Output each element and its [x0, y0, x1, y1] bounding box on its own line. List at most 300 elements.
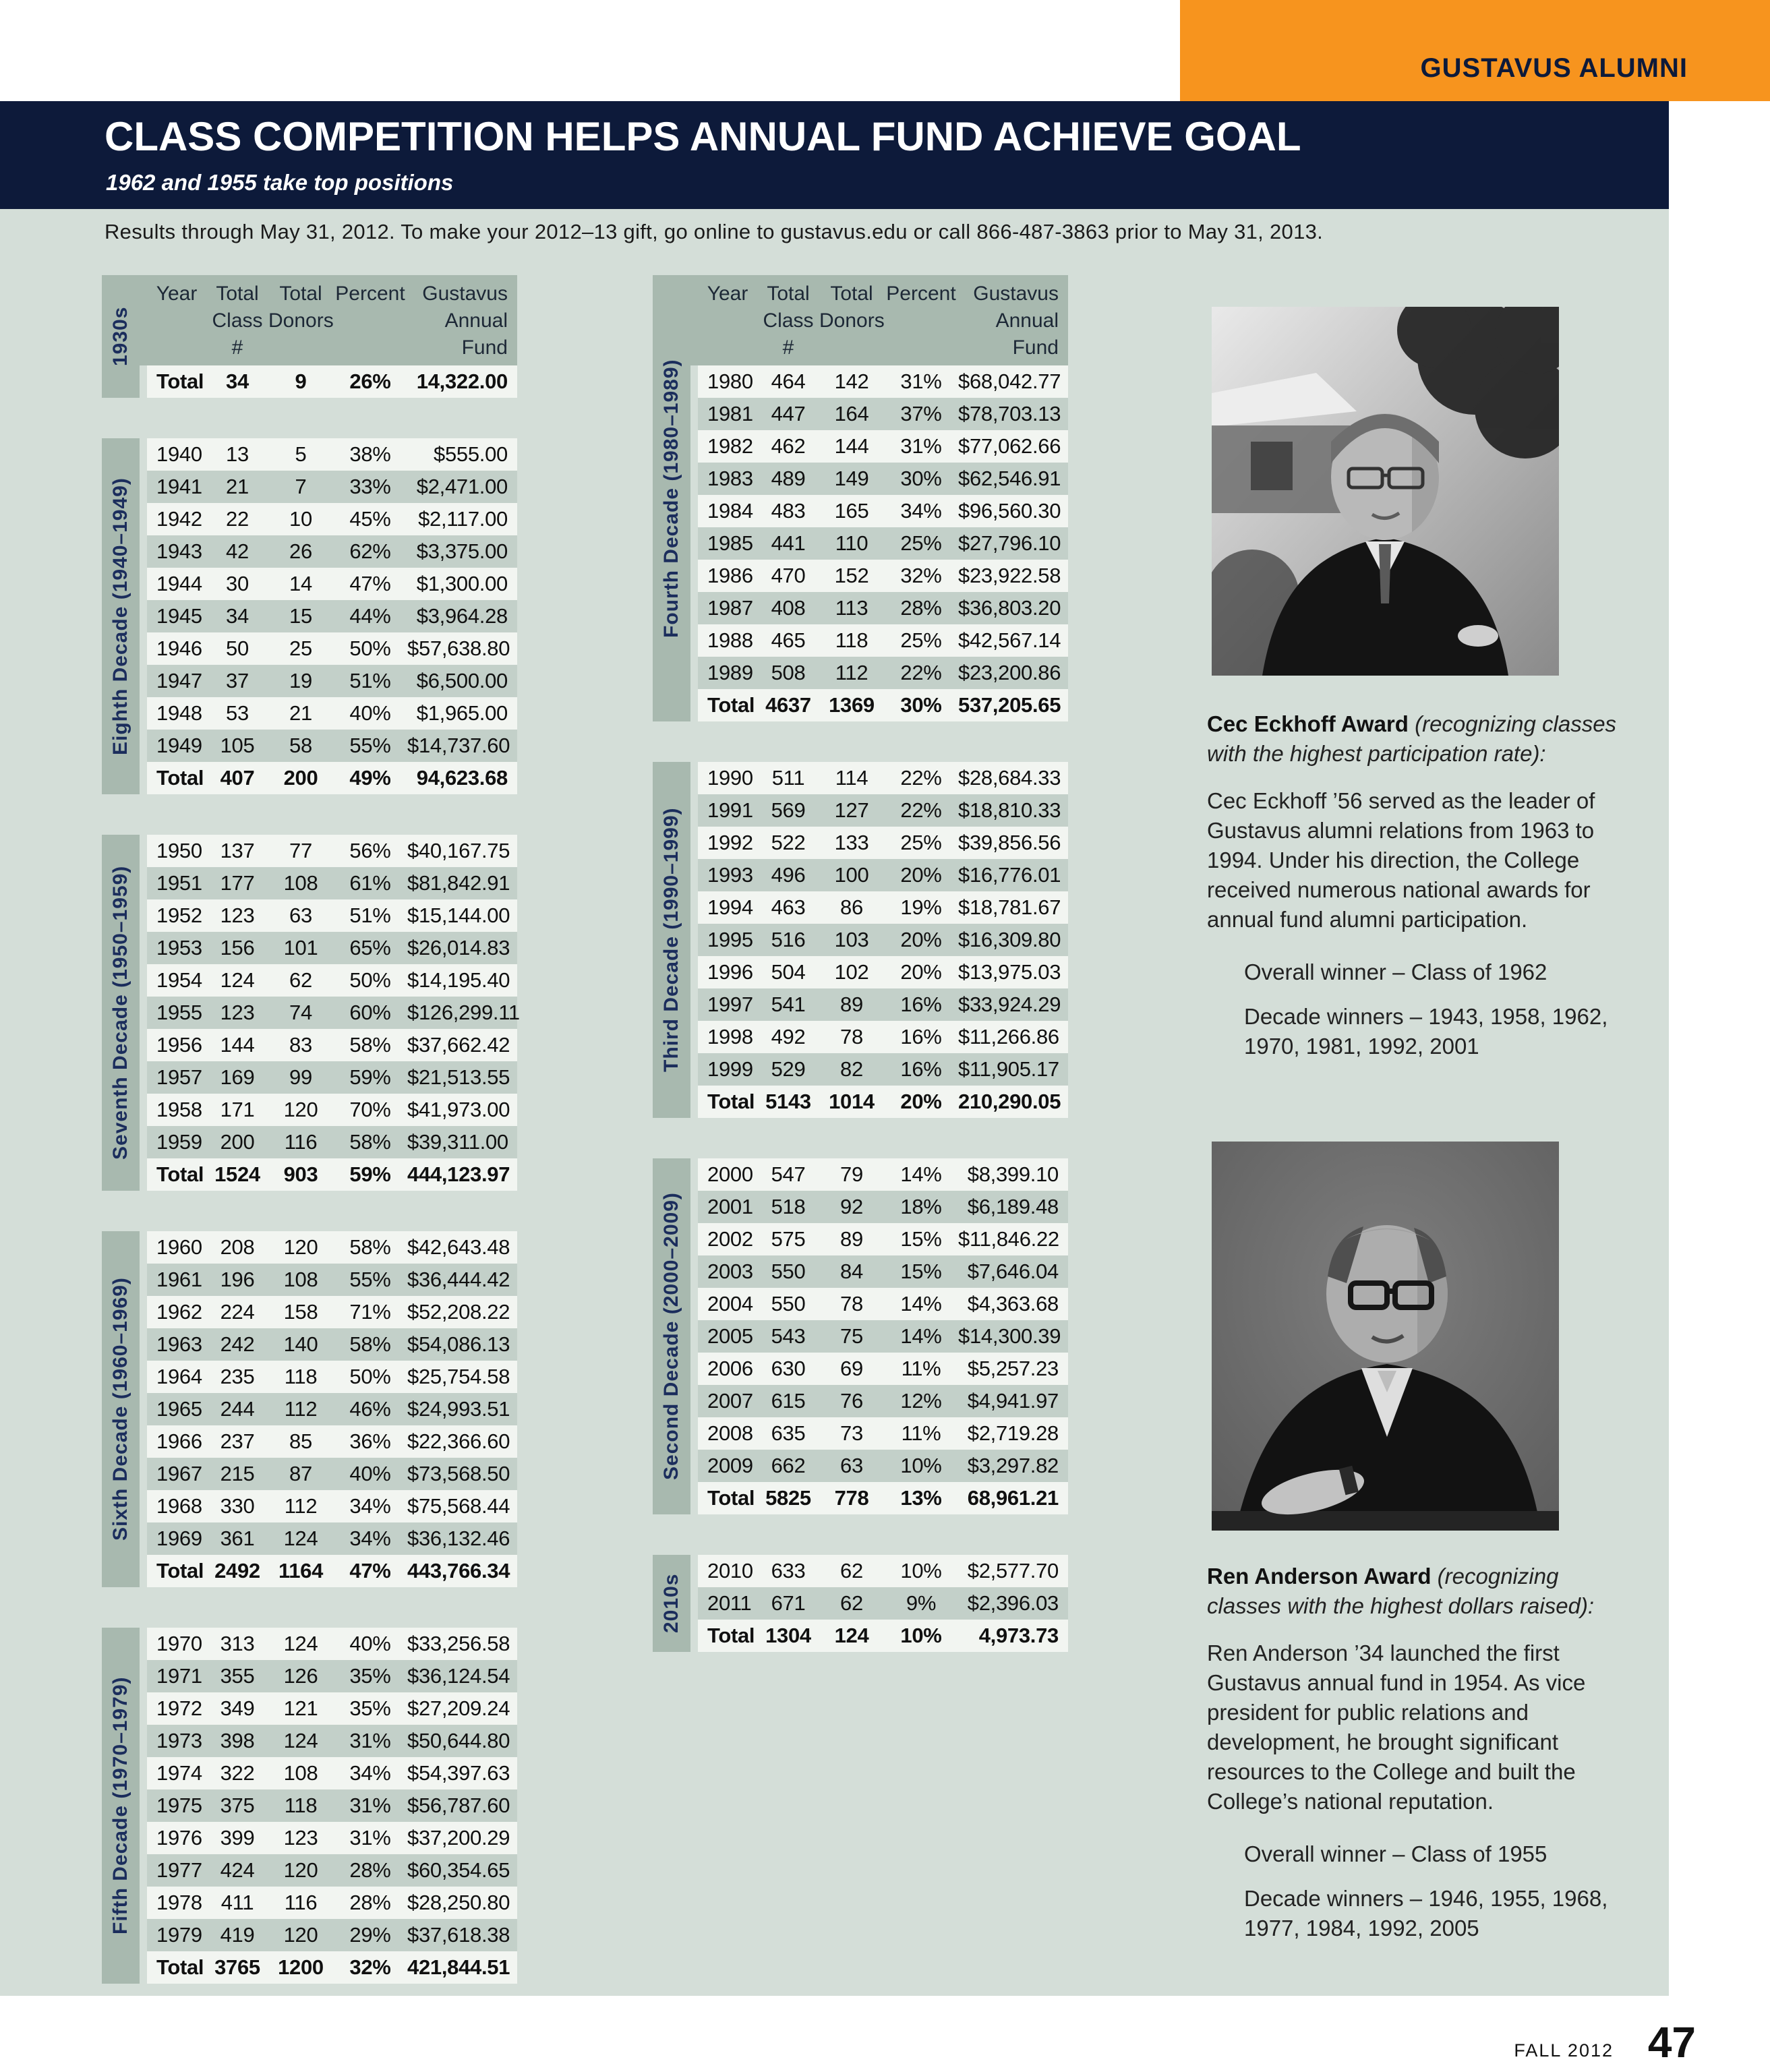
fund-cell: $6,500.00: [416, 669, 508, 692]
year-cell: Total: [156, 1162, 204, 1186]
percent-cell: 55%: [349, 734, 391, 757]
percent-cell: 35%: [349, 1664, 391, 1688]
percent-cell: 22%: [900, 798, 942, 822]
percent-cell: 32%: [349, 1955, 391, 1979]
year-cell: 1970: [156, 1632, 202, 1655]
table-row: [698, 560, 1068, 592]
table-row: [147, 438, 517, 471]
fund-cell: $39,856.56: [958, 831, 1061, 854]
percent-cell: 35%: [349, 1696, 391, 1720]
year-cell: 1944: [156, 572, 202, 595]
fund-cell: $13,975.03: [958, 960, 1061, 984]
percent-cell: 25%: [900, 628, 942, 652]
table-row: [147, 730, 517, 762]
year-cell: 2002: [707, 1227, 753, 1251]
class-count-cell: 124: [220, 968, 255, 992]
percent-cell: 65%: [349, 936, 391, 959]
fund-cell: $126,299.11: [407, 1001, 520, 1024]
class-count-cell: 171: [220, 1098, 255, 1121]
table-row: [698, 1021, 1068, 1053]
decade-label: Third Decade (1990–1999): [660, 807, 682, 1073]
class-count-cell: 123: [220, 1001, 255, 1024]
table-header-row: [102, 275, 517, 365]
class-count-cell: 208: [220, 1235, 255, 1259]
percent-cell: 10%: [900, 1454, 942, 1477]
total-row: [147, 1951, 517, 1984]
year-cell: 1967: [156, 1462, 202, 1485]
year-cell: 1961: [156, 1268, 202, 1291]
year-cell: Total: [156, 369, 204, 393]
percent-cell: 34%: [900, 499, 942, 523]
table-row: [147, 1628, 517, 1660]
donors-cell: 113: [835, 596, 868, 620]
donors-cell: 144: [834, 434, 869, 458]
percent-cell: 14%: [900, 1324, 942, 1348]
table-row: [147, 1393, 517, 1425]
class-count-cell: 322: [220, 1761, 255, 1785]
year-cell: 1996: [707, 960, 753, 984]
year-cell: 1973: [156, 1729, 202, 1752]
fund-cell: $2,577.70: [967, 1559, 1059, 1582]
fund-cell: 14,322.00: [416, 369, 508, 393]
fund-cell: $15,144.00: [407, 904, 510, 927]
fund-cell: $77,062.66: [958, 434, 1061, 458]
year-cell: 2007: [707, 1389, 753, 1413]
fund-cell: 68,961.21: [967, 1486, 1059, 1510]
donors-cell: 86: [840, 895, 863, 919]
table-row: [698, 1587, 1068, 1620]
class-count-cell: 50: [226, 637, 249, 660]
fund-cell: $27,796.10: [958, 531, 1061, 555]
fund-cell: 421,844.51: [407, 1955, 510, 1979]
table-row: [147, 1126, 517, 1158]
donors-cell: 103: [834, 928, 869, 951]
percent-cell: 31%: [900, 369, 942, 393]
percent-cell: 44%: [349, 604, 391, 628]
total-row: [147, 1158, 517, 1191]
class-count-cell: 550: [771, 1292, 806, 1315]
fund-cell: $11,846.22: [958, 1227, 1059, 1251]
donors-cell: 124: [283, 1527, 318, 1550]
donors-cell: 120: [283, 1923, 318, 1947]
class-count-cell: 244: [220, 1397, 255, 1421]
class-count-cell: 547: [771, 1162, 806, 1186]
class-count-cell: 37: [226, 669, 249, 692]
ren-anderson-award-section: [1207, 1562, 1628, 1958]
class-count-cell: 541: [771, 993, 806, 1016]
header-cell: Percent: [335, 283, 405, 305]
year-cell: 1983: [707, 467, 753, 490]
total-row: [147, 762, 517, 794]
cec-award-qualifier: (recognizing classes with the highest participation rate):: [1207, 711, 1617, 766]
year-cell: 1968: [156, 1494, 202, 1518]
ren-anderson-portrait-graphic: [1212, 1142, 1559, 1531]
year-cell: 1975: [156, 1794, 202, 1817]
ren-award-body: Ren Anderson ’34 launched the first Gustavus annual fund in 1954. As vice president for public relations and development, he brought significant resources to the College and built the College’s national reputation.: [1207, 1640, 1586, 1814]
donors-cell: 82: [840, 1057, 863, 1081]
fund-cell: $36,803.20: [958, 596, 1061, 620]
table-row: [147, 1094, 517, 1126]
decade-table: [653, 275, 1068, 721]
percent-cell: 50%: [349, 968, 391, 992]
year-cell: 1997: [707, 993, 753, 1016]
cec-eckhoff-photo: [1212, 307, 1559, 676]
decade-table: [102, 1628, 517, 1984]
ren-award-title: Ren Anderson Award: [1207, 1564, 1432, 1589]
donors-cell: 118: [284, 1794, 318, 1817]
table-row: [698, 1450, 1068, 1482]
percent-cell: 45%: [349, 507, 391, 531]
header-cell: Year: [707, 283, 748, 305]
percent-cell: 47%: [349, 572, 391, 595]
fund-cell: 443,766.34: [407, 1559, 510, 1582]
donors-cell: 10: [289, 507, 312, 531]
table-row: [147, 1425, 517, 1458]
class-count-cell: 462: [771, 434, 806, 458]
table-row: [147, 503, 517, 535]
year-cell: 1951: [156, 871, 202, 895]
class-count-cell: 522: [771, 831, 806, 854]
table-body: [147, 835, 520, 1191]
class-count-cell: 235: [220, 1365, 255, 1388]
headline-banner: [0, 101, 1669, 209]
table-row: [698, 657, 1068, 689]
donors-cell: 116: [284, 1891, 318, 1914]
tables-column-middle: [653, 275, 1068, 1652]
total-row: [698, 689, 1068, 721]
year-cell: 1993: [707, 863, 753, 887]
fund-cell: $4,363.68: [967, 1292, 1059, 1315]
table-row: [147, 600, 517, 632]
fund-cell: $14,300.39: [958, 1324, 1061, 1348]
table-row: [147, 932, 517, 964]
fund-cell: 444,123.97: [407, 1162, 510, 1186]
class-count-cell: 508: [771, 661, 806, 684]
table-row: [147, 1061, 517, 1094]
table-row: [147, 899, 517, 932]
fund-cell: $5,257.23: [967, 1357, 1059, 1380]
fund-cell: $50,644.80: [407, 1729, 510, 1752]
percent-cell: 59%: [349, 1065, 391, 1089]
donors-cell: 142: [834, 369, 869, 393]
cec-award-heading: [1207, 709, 1628, 769]
class-count-cell: 1524: [214, 1162, 260, 1186]
donors-cell: 110: [835, 531, 868, 555]
percent-cell: 30%: [900, 693, 942, 717]
header-cell: Total Donors: [268, 283, 334, 332]
decade-table: [102, 438, 517, 794]
year-cell: Total: [707, 1090, 755, 1113]
fund-cell: $3,964.28: [416, 604, 508, 628]
fund-cell: $2,117.00: [418, 507, 508, 531]
fund-cell: $62,546.91: [958, 467, 1061, 490]
fund-cell: $21,513.55: [407, 1065, 510, 1089]
class-count-cell: 635: [771, 1421, 806, 1445]
table-row: [698, 1385, 1068, 1417]
class-count-cell: 361: [220, 1527, 255, 1550]
donors-cell: 92: [840, 1195, 863, 1218]
class-count-cell: 375: [220, 1794, 255, 1817]
percent-cell: 34%: [349, 1761, 391, 1785]
percent-cell: 36%: [349, 1429, 391, 1453]
donors-cell: 165: [834, 499, 869, 523]
percent-cell: 58%: [349, 1332, 391, 1356]
class-count-cell: 407: [220, 766, 255, 790]
fund-cell: $37,662.42: [407, 1033, 510, 1057]
donors-cell: 83: [289, 1033, 312, 1057]
year-cell: 1955: [156, 1001, 202, 1024]
table-row: [147, 1296, 517, 1328]
fund-cell: $56,787.60: [407, 1794, 510, 1817]
decade-sidebar: [653, 1555, 690, 1652]
total-row: [147, 1555, 517, 1587]
fund-cell: $23,200.86: [958, 661, 1061, 684]
decade-sidebar: [653, 275, 690, 721]
donors-cell: 77: [289, 839, 312, 862]
year-cell: 1987: [707, 596, 753, 620]
year-cell: 1960: [156, 1235, 202, 1259]
class-count-cell: 224: [220, 1300, 255, 1324]
percent-cell: 10%: [900, 1624, 942, 1647]
year-cell: 1943: [156, 539, 202, 563]
percent-cell: 25%: [900, 831, 942, 854]
table-row: [698, 1255, 1068, 1288]
class-count-cell: 543: [771, 1324, 806, 1348]
donors-cell: 112: [284, 1397, 318, 1421]
donors-cell: 87: [289, 1462, 312, 1485]
header-cell: Year: [156, 283, 198, 305]
class-count-cell: 489: [771, 467, 806, 490]
donors-cell: 9: [295, 369, 307, 393]
ren-award-heading: [1207, 1562, 1628, 1621]
percent-cell: 20%: [900, 960, 942, 984]
ren-decade-winners: Decade winners – 1946, 1955, 1968, 1977, 1984, 1992, 2005: [1244, 1886, 1608, 1941]
fund-cell: $23,922.58: [958, 564, 1061, 587]
class-count-cell: 42: [226, 539, 249, 563]
percent-cell: 30%: [900, 467, 942, 490]
footer-issue: FALL 2012: [1514, 2040, 1614, 2061]
decade-sidebar: [102, 1231, 140, 1587]
year-cell: 1958: [156, 1098, 202, 1121]
fund-cell: $36,444.42: [407, 1268, 510, 1291]
donors-cell: 84: [840, 1260, 863, 1283]
year-cell: 1950: [156, 839, 202, 862]
class-count-cell: 3765: [214, 1955, 260, 1979]
table-row: [147, 665, 517, 697]
donors-cell: 200: [283, 766, 318, 790]
footer-page-number: 47: [1647, 2018, 1696, 2067]
class-count-cell: 463: [771, 895, 806, 919]
year-cell: 1966: [156, 1429, 202, 1453]
ren-award-qualifier: (recognizing classes with the highest dollars raised):: [1207, 1564, 1595, 1618]
year-cell: 1988: [707, 628, 753, 652]
donors-cell: 21: [289, 701, 312, 725]
percent-cell: 40%: [349, 1632, 391, 1655]
table-row: [698, 891, 1068, 924]
percent-cell: 18%: [900, 1195, 942, 1218]
class-count-cell: 630: [771, 1357, 806, 1380]
fund-cell: $2,396.03: [967, 1591, 1059, 1615]
cec-eckhoff-award-section: [1207, 709, 1628, 1076]
fund-cell: $36,124.54: [407, 1664, 510, 1688]
year-cell: 1948: [156, 701, 202, 725]
year-cell: 1969: [156, 1527, 202, 1550]
percent-cell: 71%: [349, 1300, 391, 1324]
fund-cell: $7,646.04: [967, 1260, 1059, 1283]
year-cell: 1989: [707, 661, 753, 684]
donors-cell: 79: [840, 1162, 863, 1186]
donors-cell: 118: [284, 1365, 318, 1388]
table-row: [147, 632, 517, 665]
decade-label: 1930s: [109, 306, 131, 367]
donors-cell: 152: [834, 564, 869, 587]
year-cell: 1990: [707, 766, 753, 790]
fund-cell: $28,250.80: [407, 1891, 510, 1914]
year-cell: 2003: [707, 1260, 753, 1283]
decade-label: 2010s: [660, 1573, 682, 1634]
class-count-cell: 399: [220, 1826, 255, 1849]
fund-cell: $8,399.10: [967, 1162, 1059, 1186]
decade-label: Eighth Decade (1940–1949): [109, 477, 131, 755]
donors-cell: 26: [289, 539, 312, 563]
decade-label: Fourth Decade (1980–1989): [660, 359, 682, 638]
donors-cell: 120: [283, 1235, 318, 1259]
percent-cell: 34%: [349, 1494, 391, 1518]
class-count-cell: 137: [220, 839, 255, 862]
class-count-cell: 671: [771, 1591, 806, 1615]
class-count-cell: 496: [771, 863, 806, 887]
fund-cell: $6,189.48: [967, 1195, 1059, 1218]
fund-cell: $1,965.00: [416, 701, 508, 725]
fund-cell: $42,643.48: [407, 1235, 510, 1259]
year-cell: 2001: [707, 1195, 753, 1218]
percent-cell: 70%: [349, 1098, 391, 1121]
table-row: [698, 527, 1068, 560]
percent-cell: 40%: [349, 1462, 391, 1485]
header-cell: Total Class #: [763, 283, 814, 359]
decade-table: [102, 275, 517, 398]
fund-cell: $54,086.13: [407, 1332, 510, 1356]
percent-cell: 13%: [900, 1486, 942, 1510]
percent-cell: 31%: [349, 1794, 391, 1817]
fund-cell: $3,297.82: [967, 1454, 1059, 1477]
year-cell: 2009: [707, 1454, 753, 1477]
ren-overall-winner: Overall winner – Class of 1955: [1244, 1841, 1547, 1866]
class-count-cell: 633: [771, 1559, 806, 1582]
donors-cell: 78: [840, 1025, 863, 1048]
percent-cell: 49%: [349, 766, 391, 790]
table-row: [147, 1490, 517, 1522]
percent-cell: 22%: [900, 766, 942, 790]
percent-cell: 14%: [900, 1162, 942, 1186]
percent-cell: 9%: [906, 1591, 937, 1615]
table-row: [147, 997, 520, 1029]
percent-cell: 59%: [349, 1162, 391, 1186]
donors-cell: 114: [835, 766, 868, 790]
fund-cell: $16,776.01: [958, 863, 1061, 887]
year-cell: 1985: [707, 531, 753, 555]
table-row: [147, 1660, 517, 1692]
donors-cell: 149: [834, 467, 869, 490]
fund-cell: $555.00: [434, 442, 508, 466]
donors-cell: 778: [834, 1486, 869, 1510]
donors-cell: 69: [840, 1357, 863, 1380]
percent-cell: 33%: [349, 475, 391, 498]
donors-cell: 127: [834, 798, 869, 822]
decade-sidebar: [102, 438, 140, 794]
year-cell: 2000: [707, 1162, 753, 1186]
donors-cell: 14: [289, 572, 312, 595]
year-cell: 1971: [156, 1664, 202, 1688]
year-cell: 1940: [156, 442, 202, 466]
class-count-cell: 177: [220, 871, 255, 895]
class-count-cell: 215: [220, 1462, 255, 1485]
donors-cell: 116: [284, 1130, 318, 1154]
decade-table: [653, 1555, 1068, 1652]
donors-cell: 120: [283, 1098, 318, 1121]
year-cell: 1954: [156, 968, 202, 992]
percent-cell: 40%: [349, 701, 391, 725]
table-row: [147, 471, 517, 503]
class-count-cell: 441: [771, 531, 806, 555]
table-row: [147, 1692, 517, 1725]
class-count-cell: 662: [771, 1454, 806, 1477]
fund-cell: $81,842.91: [407, 871, 510, 895]
class-count-cell: 349: [220, 1696, 255, 1720]
percent-cell: 16%: [900, 1025, 942, 1048]
decade-label: Second Decade (2000–2009): [660, 1192, 682, 1481]
percent-cell: 15%: [900, 1227, 942, 1251]
year-cell: Total: [707, 1624, 755, 1647]
percent-cell: 58%: [349, 1033, 391, 1057]
class-count-cell: 5825: [765, 1486, 811, 1510]
year-cell: 1991: [707, 798, 753, 822]
percent-cell: 34%: [349, 1527, 391, 1550]
donors-cell: 78: [840, 1292, 863, 1315]
fund-cell: $68,042.77: [958, 369, 1061, 393]
year-cell: 1953: [156, 936, 202, 959]
table-body: [147, 275, 517, 398]
percent-cell: 60%: [349, 1001, 391, 1024]
year-cell: 1941: [156, 475, 202, 498]
fund-cell: $14,195.40: [407, 968, 510, 992]
percent-cell: 26%: [349, 369, 391, 393]
year-cell: 1946: [156, 637, 202, 660]
fund-cell: $96,560.30: [958, 499, 1061, 523]
decade-label: Sixth Decade (1960–1969): [109, 1277, 131, 1541]
donors-cell: 121: [283, 1696, 318, 1720]
class-count-cell: 169: [220, 1065, 255, 1089]
table-row: [698, 827, 1068, 859]
percent-cell: 15%: [900, 1260, 942, 1283]
class-count-cell: 411: [220, 1891, 254, 1914]
table-row: [147, 697, 517, 730]
table-body: [147, 1628, 517, 1984]
class-count-cell: 398: [220, 1729, 255, 1752]
cec-eckhoff-portrait-graphic: [1212, 307, 1559, 676]
class-count-cell: 196: [220, 1268, 255, 1291]
class-count-cell: 144: [220, 1033, 255, 1057]
fund-cell: $73,568.50: [407, 1462, 510, 1485]
year-cell: 1942: [156, 507, 202, 531]
class-count-cell: 550: [771, 1260, 806, 1283]
table-row: [698, 1320, 1068, 1353]
year-cell: 1964: [156, 1365, 202, 1388]
table-row: [147, 1887, 517, 1919]
total-row: [698, 1620, 1068, 1652]
year-cell: 1956: [156, 1033, 202, 1057]
donors-cell: 164: [834, 402, 869, 425]
